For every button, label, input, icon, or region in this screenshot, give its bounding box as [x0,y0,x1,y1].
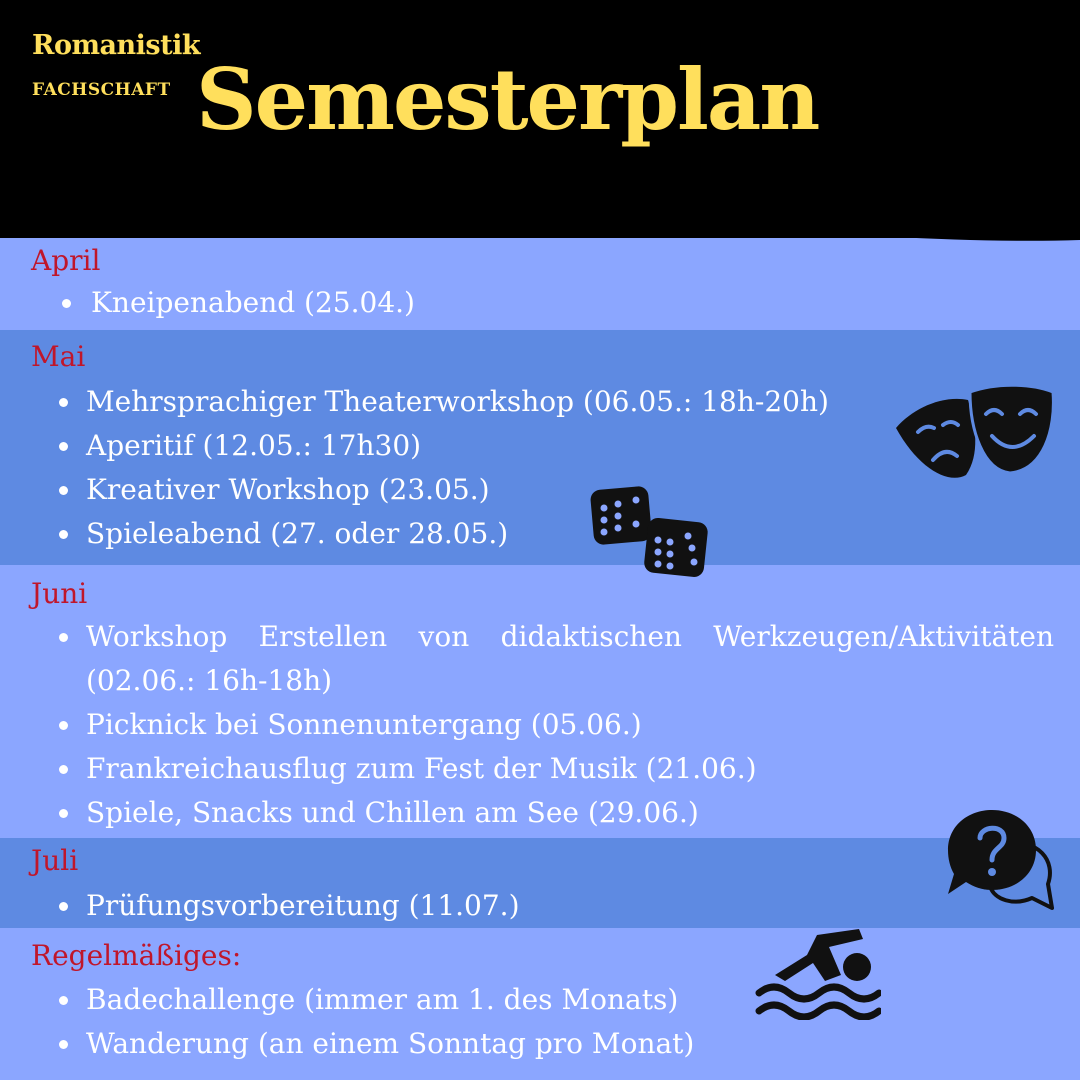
swimmer-icon [755,925,881,1020]
list-item: Badechallenge (immer am 1. des Monats) [0,978,694,1022]
month-label-juni: Juni [31,577,88,610]
list-item: Aperitif (12.05.: 17h30) [0,424,829,468]
page-title: Semesterplan [196,50,819,149]
org-subtitle: FACHSCHAFT [32,80,171,100]
list-item: Spieleabend (27. oder 28.05.) [0,512,829,556]
month-label-april: April [31,244,101,277]
list-juli [0,884,520,928]
month-label-mai: Mai [31,340,86,373]
list-item: Workshop Erstellen von didaktischen Werkzeugen/Aktivitäten (02.06.: 16h-18h) [0,615,1056,703]
list-item: Picknick bei Sonnenuntergang (05.06.) [0,703,1056,747]
list-item: Wanderung (an einem Sonntag pro Monat) [0,1022,694,1066]
list-april [0,281,415,325]
list-item: Prüfungsvorbereitung (11.07.) [0,884,520,928]
month-label-juli: Juli [31,844,79,877]
header-wave [0,215,1080,275]
list-item: Frankreichausflug zum Fest der Musik (21.06.) [0,747,1056,791]
month-label-regelmaessiges: Regelmäßiges: [31,939,242,972]
list-item: Kreativer Workshop (23.05.) [0,468,829,512]
list-juni [0,615,1056,835]
list-item: Kneipenabend (25.04.) [0,281,415,325]
list-item: Mehrsprachiger Theaterworkshop (06.05.: 18h-20h) [0,380,829,424]
question-speech-bubbles-icon [944,806,1056,912]
dice-icon [588,484,713,579]
theater-masks-icon [888,380,1058,485]
list-regelmaessiges [0,978,694,1066]
list-item: Spiele, Snacks und Chillen am See (29.06.) [0,791,1056,835]
org-name: Romanistik [32,30,201,61]
